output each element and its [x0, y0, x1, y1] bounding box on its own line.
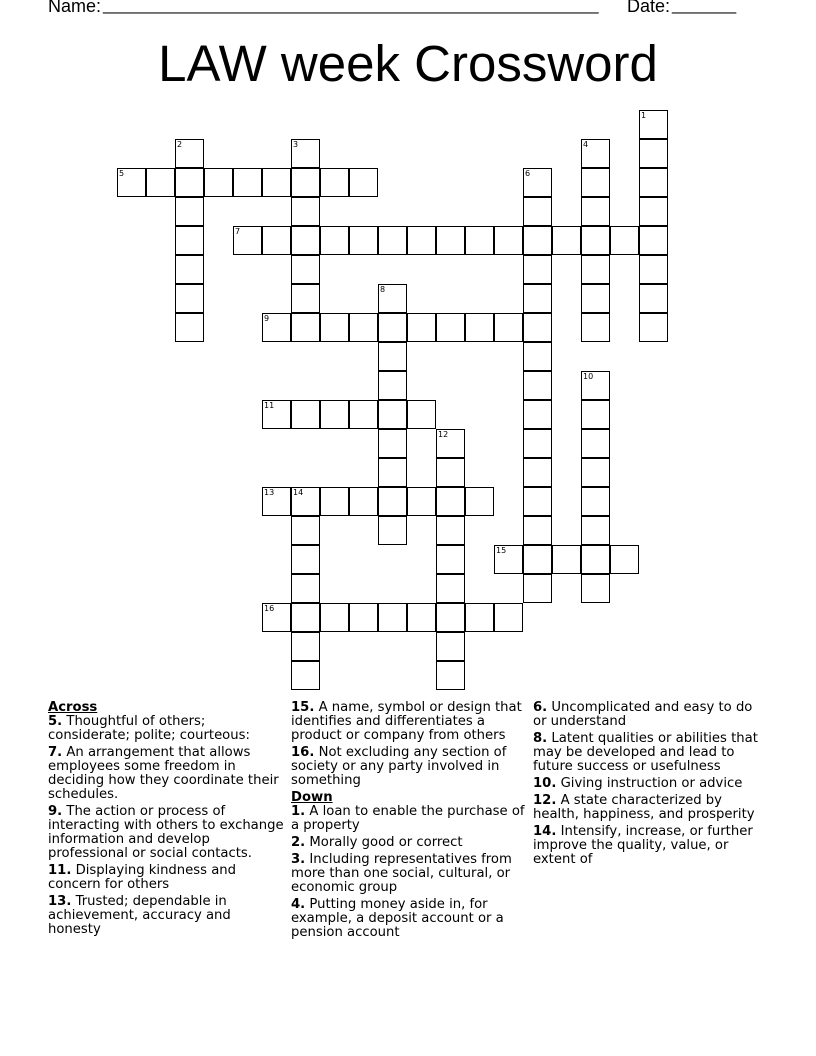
grid-cell[interactable] — [436, 429, 465, 458]
grid-cell[interactable] — [436, 632, 465, 661]
clue-number: 4 — [583, 140, 589, 149]
grid-cell[interactable] — [233, 168, 262, 197]
grid-cell[interactable] — [291, 139, 320, 168]
grid-cell[interactable] — [465, 603, 494, 632]
grid-cell[interactable] — [291, 400, 320, 429]
grid-cell[interactable] — [523, 400, 552, 429]
grid-cell[interactable] — [233, 226, 262, 255]
grid-cell[interactable] — [320, 168, 349, 197]
grid-cell[interactable] — [291, 255, 320, 284]
grid-cell[interactable] — [523, 429, 552, 458]
grid-cell[interactable] — [378, 313, 407, 342]
grid-cell[interactable] — [581, 400, 610, 429]
grid-cell[interactable] — [378, 603, 407, 632]
grid-cell[interactable] — [291, 168, 320, 197]
grid-cell[interactable] — [610, 226, 639, 255]
grid-cell[interactable] — [349, 313, 378, 342]
grid-cell[interactable] — [523, 574, 552, 603]
down-heading: Down — [291, 790, 333, 805]
grid-cell[interactable] — [523, 516, 552, 545]
grid-cell[interactable] — [494, 545, 523, 574]
clue-number: 6 — [525, 169, 531, 178]
grid-cell[interactable] — [291, 574, 320, 603]
clue-down-8: 8. Latent qualities or abilities that may be developed and lead to future success or usefulness — [533, 731, 758, 774]
grid-cell[interactable] — [378, 342, 407, 371]
grid-cell[interactable] — [175, 197, 204, 226]
grid-cell[interactable] — [175, 226, 204, 255]
grid-cell[interactable] — [262, 226, 291, 255]
grid-cell[interactable] — [581, 574, 610, 603]
grid-cell[interactable] — [581, 516, 610, 545]
grid-cell[interactable] — [639, 255, 668, 284]
grid-cell[interactable] — [378, 429, 407, 458]
grid-cell[interactable] — [465, 313, 494, 342]
clue-down-14: 14. Intensify, increase, or further improve the quality, value, or extent of — [533, 824, 753, 867]
grid-cell[interactable] — [262, 603, 291, 632]
clue-down-2: 2. Morally good or correct — [291, 835, 463, 850]
grid-cell[interactable] — [581, 313, 610, 342]
grid-cell[interactable] — [378, 226, 407, 255]
clue-number: 2 — [177, 140, 183, 149]
clue-down-10: 10. Giving instruction or advice — [533, 776, 743, 791]
clue-down-3: 3. Including representatives from more than one social, cultural, or economic group — [291, 852, 512, 895]
grid-cell[interactable] — [494, 313, 523, 342]
clue-down-1: 1. A loan to enable the purchase of a property — [291, 804, 525, 833]
clue-number: 9 — [264, 314, 270, 323]
grid-cell[interactable] — [436, 516, 465, 545]
clue-number: 15 — [496, 546, 507, 555]
clues-column-3 — [533, 701, 769, 870]
grid-cell[interactable] — [523, 255, 552, 284]
grid-cell[interactable] — [291, 313, 320, 342]
grid-cell[interactable] — [436, 226, 465, 255]
grid-cell[interactable] — [378, 516, 407, 545]
grid-cell[interactable] — [639, 168, 668, 197]
grid-cell[interactable] — [436, 313, 465, 342]
clue-down-12: 12. A state characterized by health, happiness, and prosperity — [533, 793, 755, 822]
grid-cell[interactable] — [407, 487, 436, 516]
clue-across-9: 9. The action or process of interacting with others to exchange information and develop professional or social contacts. — [48, 804, 284, 861]
grid-cell[interactable] — [436, 458, 465, 487]
grid-cell[interactable] — [291, 487, 320, 516]
grid-cell[interactable] — [523, 168, 552, 197]
clue-number: 13 — [264, 488, 275, 497]
grid-cell[interactable] — [552, 226, 581, 255]
page-title: LAW week Crossword — [158, 35, 658, 92]
grid-cell[interactable] — [581, 487, 610, 516]
grid-cell[interactable] — [378, 371, 407, 400]
grid-cell[interactable] — [523, 545, 552, 574]
clue-number: 12 — [438, 430, 449, 439]
grid-cell[interactable] — [175, 255, 204, 284]
grid-cell[interactable] — [581, 255, 610, 284]
grid-cell[interactable] — [581, 168, 610, 197]
grid-cell[interactable] — [523, 458, 552, 487]
grid-cell[interactable] — [378, 284, 407, 313]
grid-cell[interactable] — [291, 545, 320, 574]
across-heading: Across — [48, 700, 98, 715]
grid-cell[interactable] — [349, 226, 378, 255]
clue-across-11: 11. Displaying kindness and concern for others — [48, 863, 237, 892]
grid-cell[interactable] — [436, 545, 465, 574]
grid-cell[interactable] — [581, 429, 610, 458]
clue-down-6: 6. Uncomplicated and easy to do or understand — [533, 700, 753, 729]
grid-cell[interactable] — [639, 226, 668, 255]
clues-column-2 — [291, 701, 525, 943]
grid-cell[interactable] — [465, 487, 494, 516]
grid-cell[interactable] — [175, 139, 204, 168]
clue-number: 14 — [293, 488, 304, 497]
grid-cell[interactable] — [378, 458, 407, 487]
grid-cell[interactable] — [523, 313, 552, 342]
grid-cell[interactable] — [349, 400, 378, 429]
grid-cell[interactable] — [639, 197, 668, 226]
clue-number: 11 — [264, 401, 275, 410]
grid-cell[interactable] — [378, 400, 407, 429]
date-label: Date: — [627, 0, 671, 16]
grid-cell[interactable] — [407, 400, 436, 429]
grid-cell[interactable] — [639, 313, 668, 342]
grid-cell[interactable] — [175, 168, 204, 197]
clue-across-5: 5. Thoughtful of others; considerate; polite; courteous: — [48, 714, 250, 743]
grid-cell[interactable] — [523, 284, 552, 313]
grid-cell[interactable] — [262, 168, 291, 197]
grid-cell[interactable] — [552, 545, 581, 574]
clue-number: 16 — [264, 604, 275, 613]
grid-cell[interactable] — [436, 661, 465, 690]
clue-number: 1 — [641, 111, 647, 120]
grid-cell[interactable] — [291, 284, 320, 313]
grid-cell[interactable] — [523, 371, 552, 400]
grid-cell[interactable] — [262, 400, 291, 429]
grid-cell[interactable] — [320, 313, 349, 342]
grid-cell[interactable] — [175, 313, 204, 342]
grid-cell[interactable] — [494, 226, 523, 255]
clue-number: 8 — [380, 285, 386, 294]
grid-cell[interactable] — [291, 632, 320, 661]
grid-cell[interactable] — [639, 110, 668, 139]
grid-cell[interactable] — [349, 603, 378, 632]
clue-number: 7 — [235, 227, 241, 236]
name-field[interactable]: ______________________________________________________ — [103, 0, 599, 14]
grid-cell[interactable] — [523, 487, 552, 516]
name-label: Name: — [48, 0, 102, 16]
clues-column-1 — [48, 699, 284, 940]
grid-cell[interactable] — [436, 574, 465, 603]
grid-cell[interactable] — [291, 226, 320, 255]
clue-number: 5 — [119, 169, 125, 178]
grid-cell[interactable] — [581, 371, 610, 400]
grid-cell[interactable] — [436, 487, 465, 516]
grid-cell[interactable] — [291, 197, 320, 226]
grid-cell[interactable] — [494, 603, 523, 632]
grid-cell[interactable] — [349, 487, 378, 516]
grid-cell[interactable] — [639, 139, 668, 168]
clue-across-15: 15. A name, symbol or design that identifies and differentiates a product or company from others — [291, 700, 522, 743]
clue-down-4: 4. Putting money aside in, for example, a deposit account or a pension account — [291, 897, 504, 940]
grid-cell[interactable] — [320, 487, 349, 516]
grid-cell[interactable] — [581, 226, 610, 255]
grid-cell[interactable] — [320, 400, 349, 429]
grid-cell[interactable] — [291, 603, 320, 632]
grid-cell[interactable] — [610, 545, 639, 574]
grid-cell[interactable] — [117, 168, 146, 197]
grid-cell[interactable] — [407, 603, 436, 632]
clue-number: 10 — [583, 372, 594, 381]
grid-cell[interactable] — [436, 603, 465, 632]
date-field[interactable]: _______ — [672, 0, 737, 14]
grid-cell[interactable] — [465, 226, 494, 255]
grid-cell[interactable] — [523, 226, 552, 255]
grid-cell[interactable] — [581, 458, 610, 487]
grid-cell[interactable] — [291, 661, 320, 690]
grid-cell[interactable] — [407, 313, 436, 342]
grid-cell[interactable] — [581, 545, 610, 574]
clue-across-7: 7. An arrangement that allows employees some freedom in deciding how they coordinate their schedules. — [48, 745, 279, 802]
grid-cell[interactable] — [349, 168, 378, 197]
clue-across-16: 16. Not excluding any section of society or any party involved in something — [291, 745, 507, 788]
grid-cell[interactable] — [175, 284, 204, 313]
grid-cell[interactable] — [407, 226, 436, 255]
grid-cell[interactable] — [262, 487, 291, 516]
grid-cell[interactable] — [146, 168, 175, 197]
grid-cell[interactable] — [291, 516, 320, 545]
grid-cell[interactable] — [523, 197, 552, 226]
clue-across-13: 13. Trusted; dependable in achievement, accuracy and honesty — [48, 894, 231, 937]
grid-cell[interactable] — [204, 168, 233, 197]
grid-cell[interactable] — [523, 342, 552, 371]
grid-cell[interactable] — [320, 226, 349, 255]
grid-cell[interactable] — [581, 139, 610, 168]
grid-cell[interactable] — [581, 284, 610, 313]
grid-cell[interactable] — [262, 313, 291, 342]
grid-cell[interactable] — [378, 487, 407, 516]
grid-cell[interactable] — [581, 197, 610, 226]
grid-cell[interactable] — [639, 284, 668, 313]
grid-cell[interactable] — [320, 603, 349, 632]
clue-number: 3 — [293, 140, 299, 149]
